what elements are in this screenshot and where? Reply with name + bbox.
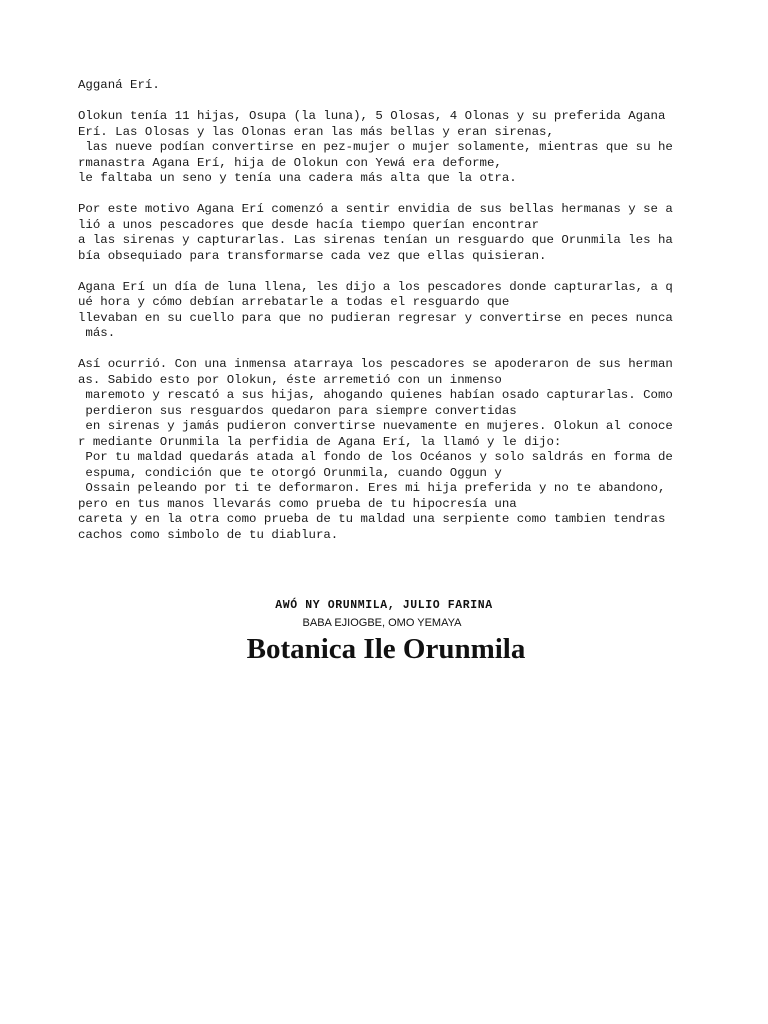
text-line: pero en tus manos llevarás como prueba de tu hipocresía una — [78, 496, 517, 511]
story-text — [78, 78, 718, 559]
text-line: Por tu maldad quedarás atada al fondo de los Océanos y solo saldrás en forma de — [78, 450, 673, 464]
text-line: as. Sabido esto por Olokun, éste arremetió con un inmenso — [78, 372, 502, 387]
story-heading: Agganá Erí. — [78, 78, 160, 92]
text-line: espuma, condición que te otorgó Orunmila, cuando Oggun y — [78, 465, 502, 480]
paragraph-2 — [78, 202, 718, 264]
text-line: lió a unos pescadores que desde hacía tiempo querían encontrar — [78, 217, 540, 232]
text-line: careta y en la otra como prueba de tu maldad una serpiente como tambien tendras — [78, 512, 666, 526]
signature-subtitle: BABA EJIOGBE, OMO YEMAYA — [302, 617, 462, 629]
text-line: Así ocurrió. Con una inmensa atarraya los pescadores se apoderaron de sus herman — [78, 357, 673, 371]
paragraph-4 — [78, 357, 718, 543]
text-line: Ossain peleando por ti te deformaron. Eres mi hija preferida y no te abandono, — [78, 481, 666, 495]
signature-title: Botanica Ile Orunmila — [246, 633, 526, 665]
text-line: bía obsequiado para transformarse cada vez que ellas quisieran. — [78, 248, 547, 263]
text-line: a las sirenas y capturarlas. Las sirenas tenían un resguardo que Orunmila les ha — [78, 233, 673, 247]
signature-author: AWÓ NY ORUNMILA, JULIO FARINA — [275, 599, 493, 612]
text-line: perdieron sus resguardos quedaron para siempre convertidas — [78, 403, 517, 418]
text-line: maremoto y rescató a sus hijas, ahogando quienes habían osado capturarlas. Como — [78, 388, 673, 402]
text-line: Agana Erí un día de luna llena, les dijo a los pescadores donde capturarlas, a q — [78, 279, 673, 294]
paragraph-1 — [78, 109, 718, 187]
text-line: en sirenas y jamás pudieron convertirse nuevamente en mujeres. Olokun al conoce — [78, 419, 673, 433]
text-line: r mediante Orunmila la perfidia de Agana Erí, la llamó y le dijo: — [78, 434, 562, 449]
text-line: Olokun tenía 11 hijas, Osupa (la luna), 5 Olosas, 4 Olonas y su preferida Agana — [78, 109, 666, 123]
text-line: Por este motivo Agana Erí comenzó a sentir envidia de sus bellas hermanas y se a — [78, 202, 673, 216]
text-line: ué hora y cómo debían arrebatarle a todas el resguardo que — [78, 295, 510, 309]
text-line: cachos como simbolo de tu diablura. — [78, 527, 339, 542]
paragraph-3 — [78, 280, 718, 342]
text-line: las nueve podían convertirse en pez-mujer o mujer solamente, mientras que su he — [78, 140, 673, 154]
story-heading-block — [78, 78, 718, 94]
text-line: rmanastra Agana Erí, hija de Olokun con Yewá era deforme, — [78, 155, 502, 170]
text-line: Erí. Las Olosas y las Olonas eran las más bellas y eran sirenas, — [78, 124, 554, 139]
text-line: más. — [78, 326, 116, 340]
text-line: llevaban en su cuello para que no pudieran regresar y convertirse en peces nunca — [78, 310, 673, 325]
text-line: le faltaba un seno y tenía una cadera más alta que la otra. — [78, 171, 517, 185]
